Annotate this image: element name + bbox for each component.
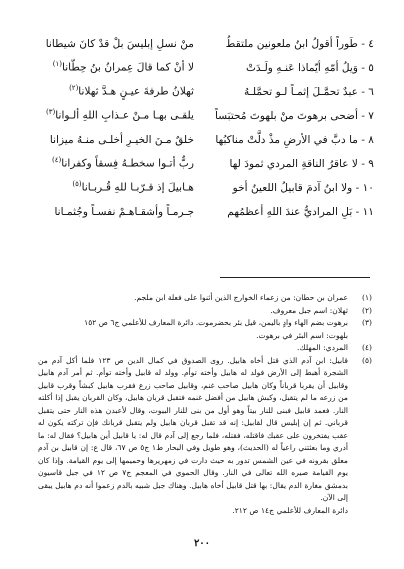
footnote-text: بلهوت: اسم البئر في برهوت. (256, 330, 348, 340)
footnote-marker: (٢) (69, 84, 79, 93)
footnote-marker: (٤) (52, 156, 62, 165)
footnote (38, 292, 372, 305)
footnote-body (38, 292, 348, 305)
footnote-number: (٣) (361, 318, 372, 327)
footnote-body (38, 355, 348, 518)
verse-second-hemistich (34, 100, 194, 128)
verse-second-hemistich-text: منْ نسلِ إبليسَ بلْ قدْ كانَ شيطانا (45, 38, 194, 50)
footnote-number: (٢) (361, 305, 372, 315)
verse-second-hemistich-text: جـرمـاً وأشقـاهـمْ نفسـاً وجُثمـانا (54, 206, 194, 218)
verse-line (34, 104, 374, 128)
footnote-body (38, 317, 348, 342)
footnote-body (38, 342, 348, 355)
verse-second-hemistich (34, 200, 194, 224)
verse-first-hemistich: ٨ - ما دبَّ في الأرضِ مذْ دلَّتْ مناكبُها (215, 134, 374, 146)
footnote-text: عمران بن حطان: من زعماء الخوارج الذين أثنوا على فعلة ابن ملجم. (134, 293, 348, 302)
footnote-text: دائرة المعارف للأعلمي ج١٤ ص ٢١٢. (232, 505, 348, 515)
footnote-number: (٤) (361, 343, 372, 352)
footnote (38, 342, 372, 355)
footnote (38, 355, 372, 518)
footnote-number: (٥) (361, 355, 372, 365)
footnote-text: قابيل: ابن آدم الذي قتل أخاه هابيل. روى الصدوق في كمال الدين ص ١٢٣ فلما أكل آدم من الشجرة أهبط إلى الأرض فولد له هابيل وأخته توأم. وولد له قابيل وأخته توأم. ثم أمر آدم هابيل وقابيل أن يقربا قرباناً وكان هابيل صاحب غنم، وقابيل صاحب زرع فقرب هابيل كبشاً وقرب قابيل من زرعه ما لم يتقبل، وكبش هابيل من أفضل غنمه فتقبل قربان هابيل، وكان القربان يقبل إذا أكلته النار. فعمد قابيل فبنى للنار بيتاً وهو أول من بنى للنار البيوت، وقال لأعبدن هذه النار حتى يتقبل قرباني. ثم إن إبليس قال لقابيل: إنه قد تقبل قربان هابيل ولم يتقبل قربانك فإن تركته يكون له عقب يفتخرون على عقبك فاقتله، فقتله، فلما رجع إلى آدم قال له: يا قابيل أين هابيل؟ فقال له: ما أدري وما بعثتني راعياً له (الحديث)، وهو طويل وفي البحار ط١ ج٥ ص ٦٧، قال ع: إن قابيل بن آدم معلق بقرونه في عين الشمس تدور به حيث دارت في زمهريرها وحميمها إلى يوم القيامة. وإذا كان يوم القيامة صيره الله تعالى في النار. وقال الحموي في المعجم ج٧ ص ١٢ في جبل قاسيون بدمشق مغارة الدم يقال: بها قتل قابيل أخاه هابيل. وهناك جبل شبيه بالدم زعموا أنه دم هابيل يبقى إلى الآن. (38, 355, 348, 502)
page-number: ٢٠٠ (193, 538, 211, 549)
footnote-number: (١) (361, 293, 372, 302)
verse-first-hemistich: ١١ - بَلِ المراديُّ عندَ اللهِ أعظمُهم (227, 206, 374, 218)
verse-second-hemistich-text: خلقٌ مـنَ الخيـرِ أخلـى منـهُ ميزانا (49, 134, 194, 146)
footnote-marker: (١) (52, 60, 62, 69)
verse-first-hemistich: ١٠ - ولا ابنُ آدمَ قابيلُ اللعينُ أخو (232, 182, 374, 194)
footnote-marker: (٥) (72, 180, 82, 189)
verse-first-hemistich: ٩ - لا عاقرُ الناقةِ المردي ثمودَ لها (229, 158, 374, 170)
footnotes-section (38, 292, 372, 517)
footnote-divider (220, 277, 370, 278)
verse-second-hemistich-text: لا أنْ كما قالَ عِمرانُ بنُ حِطّانا (61, 62, 194, 74)
verse-first-hemistich: ٧ - أضحى برهوتَ منْ بلهوتَ مُحتبَساً (214, 110, 374, 122)
footnote-body (38, 305, 348, 318)
footnote-marker: (٣) (46, 108, 56, 117)
verse-second-hemistich-text: ربٌّ أتـوا سخطـهُ فِسقاً وكفرانا (61, 158, 194, 170)
footnote-text: المردي: المهلك. (297, 343, 348, 352)
verse-first-hemistich: ٦ - عبدٌ تحمَّـلَ إثمـاً لـو تحمَّلـهُ (244, 86, 374, 98)
footnote (38, 317, 372, 342)
verse-first-hemistich: ٥ - وَيلُ أمّهِ أيّماذا عَنـهِ ولَـدَتْ (245, 62, 374, 74)
verse-second-hemistich-text: ثهلانُ طرفةَ عيـنٍ هـدَّ ثهلانا (78, 86, 194, 98)
verse-first-hemistich: ٤ - طَوراً أقولُ ابنُ ملعونين ملتقطُ (225, 38, 374, 50)
footnote-text: برهوت بضم الهاء وادٍ باليمن، قيل بئر بحضرموت. دائرة المعارف للأعلمي ج٦ ص ١٥٢ (84, 318, 348, 327)
verse-second-hemistich (34, 172, 194, 200)
poem-verses (34, 32, 374, 224)
verse-second-hemistich-text: هـابيلَ إذ قـرّبـا للهِ قُـربـانا (81, 182, 194, 194)
footnote (38, 305, 372, 318)
verse-line (34, 176, 374, 200)
verse-second-hemistich-text: يلقـى بهـا مـنْ عـذابِ اللهِ ألـوانا (55, 110, 194, 122)
verse-line (34, 200, 374, 224)
footnote-text: ثهلان: اسم جبل معروف. (270, 305, 348, 315)
